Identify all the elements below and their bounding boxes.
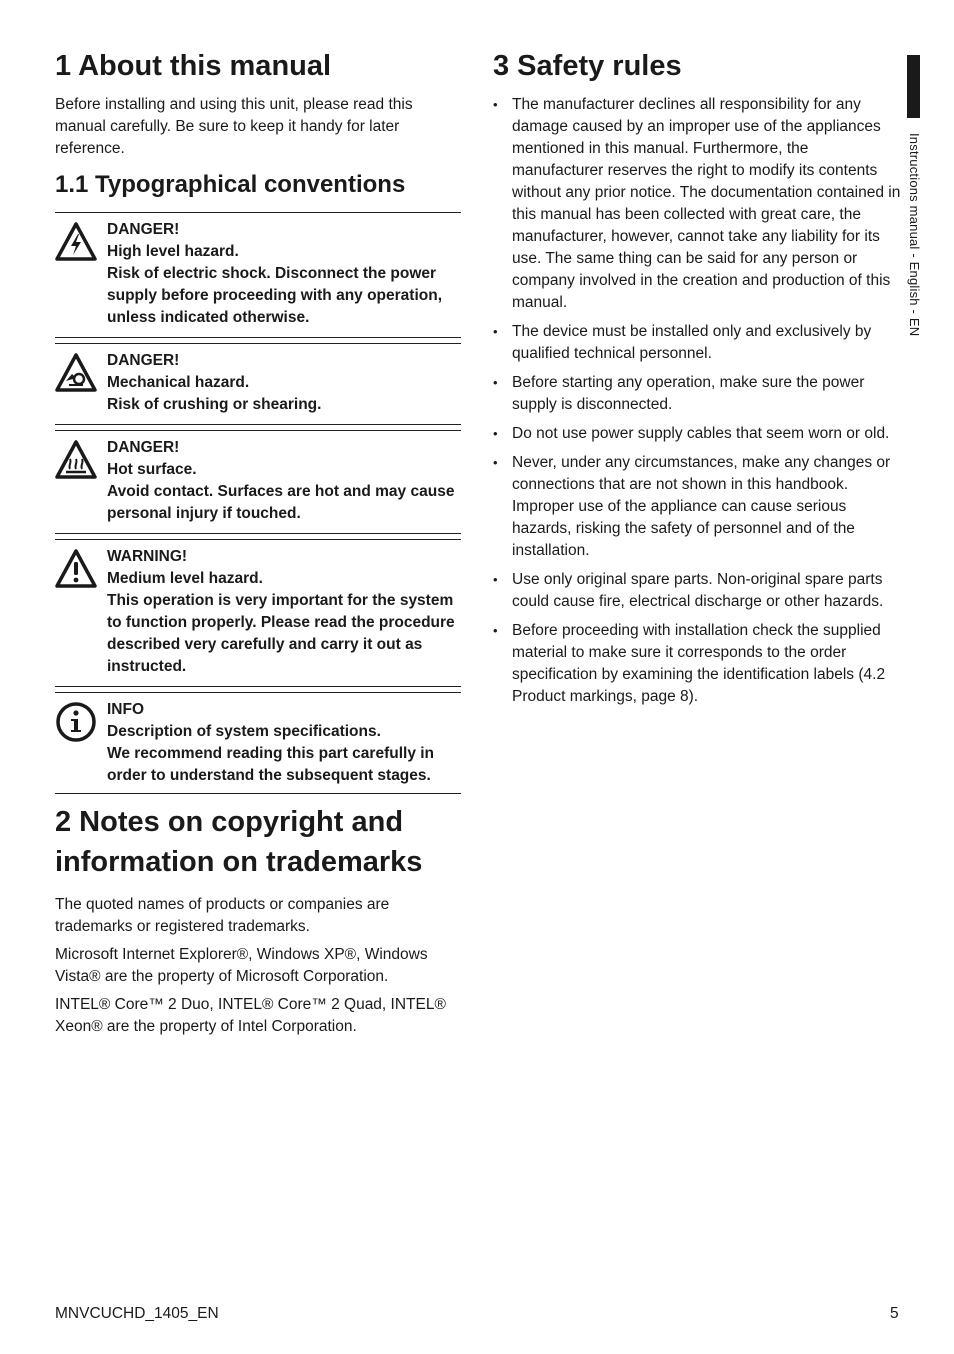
notice-level: Medium level hazard. (107, 570, 263, 587)
notice-description: Avoid contact. Surfaces are hot and may cause personal injury if touched. (107, 483, 455, 522)
hot-surface-icon (55, 439, 97, 481)
section1-intro: Before installing and using this unit, please read this manual carefully. Be sure to keep it handy for later reference. (55, 96, 413, 157)
notice-heading: DANGER! (107, 221, 180, 238)
list-item: • The device must be installed only and exclusively by qualified technical personnel. (493, 321, 903, 365)
notice-description: We recommend reading this part carefully in order to understand the subsequent stages. (107, 745, 435, 784)
section2-paragraph: Microsoft Internet Explorer®, Windows XP®, Windows Vista® are the property of Microsoft Corporation. (55, 946, 428, 985)
footer-doc-code: MNVCUCHD_1405_EN (55, 1305, 219, 1322)
electric-hazard-icon (55, 221, 97, 263)
notice-info (55, 693, 461, 794)
section3-title: 3 Safety rules (493, 50, 682, 82)
info-icon (55, 701, 97, 743)
list-item: • Never, under any circumstances, make any changes or connections that are not shown in this handbook. Improper use of the appliance can cause serious hazards, risking the safety of personnel and of the installation. (493, 452, 903, 562)
list-item: • Do not use power supply cables that seem worn or old. (493, 423, 903, 445)
right-column (493, 46, 903, 715)
notice-description: Risk of electric shock. Disconnect the power supply before proceeding with any operation, unless indicated otherwise. (107, 265, 443, 326)
notice-level: Description of system specifications. (107, 723, 381, 740)
list-item: • Before proceeding with installation check the supplied material to make sure it corresponds to the order specification by examining the identification labels (4.2 Product markings, page 8). (493, 620, 903, 708)
notice-electric (55, 213, 461, 344)
section2-title: 2 Notes on copyright and information on trademarks (55, 806, 423, 878)
sidebar-label (904, 133, 924, 373)
list-item: • Before starting any operation, make sure the power supply is disconnected. (493, 372, 903, 416)
notice-heading: DANGER! (107, 439, 180, 456)
section2-paragraph: INTEL® Core™ 2 Duo, INTEL® Core™ 2 Quad, INTEL® Xeon® are the property of Intel Corporation. (55, 996, 446, 1035)
footer-page-number: 5 (890, 1305, 899, 1322)
section2-paragraph: The quoted names of products or companies are trademarks or registered trademarks. (55, 896, 390, 935)
list-item: • Use only original spare parts. Non-original spare parts could cause fire, electrical discharge or other hazards. (493, 569, 903, 613)
notice-heading: DANGER! (107, 352, 180, 369)
notice-warning (55, 540, 461, 693)
notice-heading: INFO (107, 701, 145, 718)
left-column (55, 46, 461, 1044)
notice-level: High level hazard. (107, 243, 239, 260)
notice-description: This operation is very important for the system to function properly. Please read the procedure described very carefully and carry it out as instructed. (107, 592, 455, 675)
sidebar-tab-marker (907, 55, 920, 118)
safety-rules-list (493, 94, 903, 708)
notice-mechanical (55, 344, 461, 431)
notices-list (55, 212, 461, 794)
notice-heading: WARNING! (107, 548, 188, 565)
section1-title: 1 About this manual (55, 50, 332, 82)
warning-icon (55, 548, 97, 590)
section1-subtitle: 1.1 Typographical conventions (55, 171, 406, 198)
sidebar-label-text: Instructions manual - English - EN (907, 133, 922, 337)
list-item: • The manufacturer declines all responsibility for any damage caused by an improper use of the appliances mentioned in this manual. Furthermore, the manufacturer reserves the right to modify its contents without any prior notice. The documentation contained in this manual has been collected with great care, the manufacturer, however, cannot take any liability for its use. The same thing can be said for any person or company involved in the creation and production of this manual. (493, 94, 903, 314)
section2 (55, 802, 461, 1038)
notice-description: Risk of crushing or shearing. (107, 396, 322, 413)
notice-level: Hot surface. (107, 461, 197, 478)
mechanical-hazard-icon (55, 352, 97, 394)
notice-level: Mechanical hazard. (107, 374, 250, 391)
notice-hot-surface (55, 431, 461, 540)
